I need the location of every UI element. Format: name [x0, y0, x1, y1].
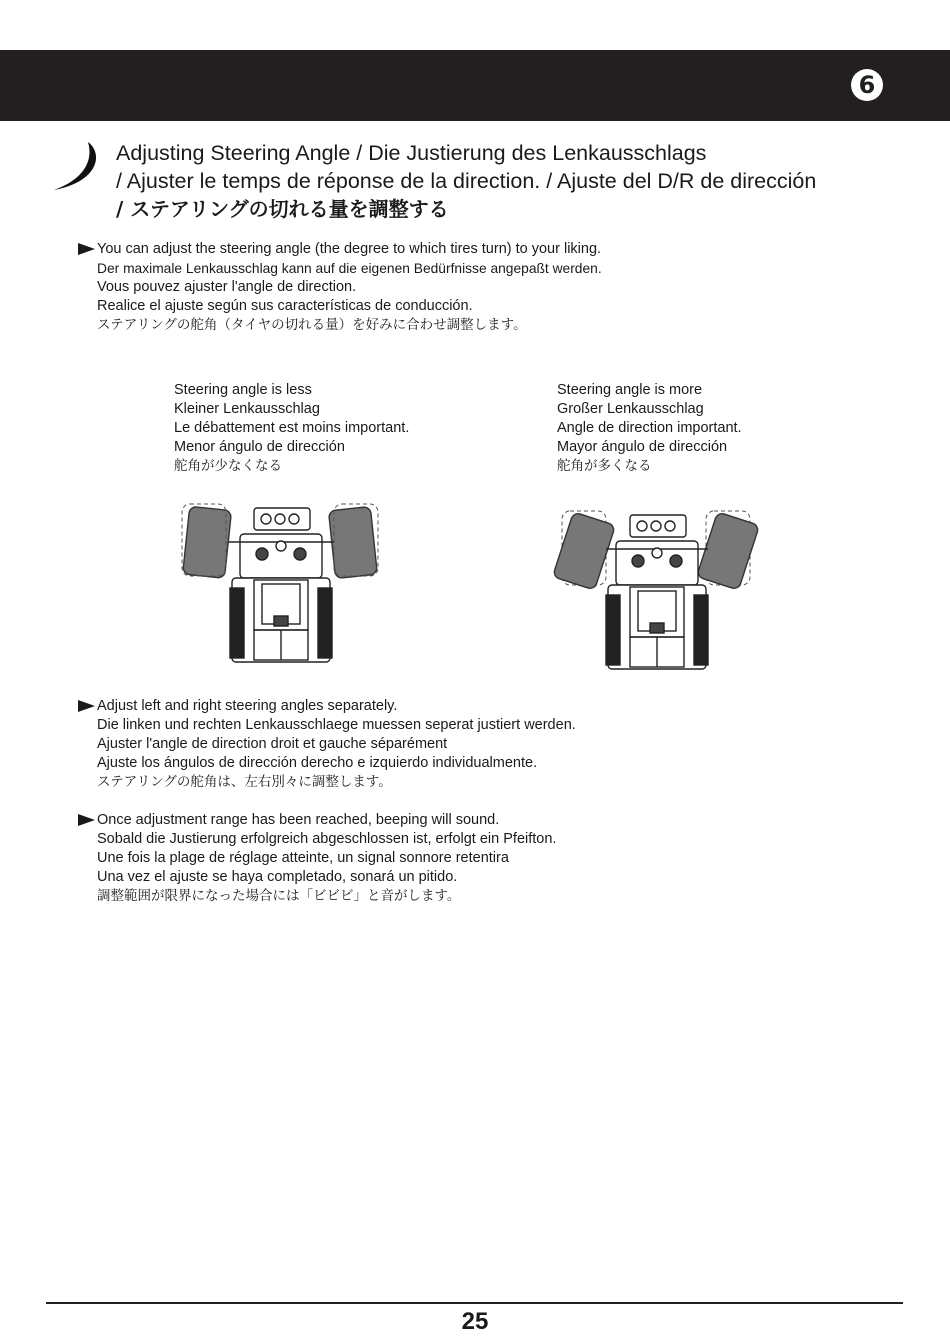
caption-line: Großer Lenkausschlag [557, 401, 704, 417]
instruction-line: Vous pouvez ajuster l'angle de direction. [97, 279, 357, 295]
step-number-badge: 6 [851, 69, 883, 101]
instruction-line: Once adjustment range has been reached, beeping will sound. [97, 812, 500, 828]
caption-line: Mayor ángulo de dirección [557, 439, 728, 455]
title-line-1: Adjusting Steering Angle / Die Justierung des Lenkausschlags [116, 141, 707, 165]
chassis-diagram-more-angle [546, 503, 768, 675]
bullet-arrow-icon [78, 814, 95, 826]
instruction-separate-adjust [78, 697, 838, 792]
title-line-3: / ステアリングの切れる量を調整する [116, 197, 449, 221]
header-bar [0, 50, 950, 121]
footer-rule [46, 1302, 903, 1304]
caption-less-angle [174, 381, 409, 476]
tire-left [183, 506, 232, 578]
instruction-line: Una vez el ajuste se haya completado, sonará un pitido. [97, 869, 458, 885]
instruction-line: 調整範囲が限界になった場合には「ビビビ」と音がします。 [97, 888, 461, 904]
title-line-2: / Ajuster le temps de réponse de la direction. / Ajuste del D/R de dirección [116, 169, 817, 193]
caption-line: Angle de direction important. [557, 420, 742, 436]
chassis-diagram-less-angle [170, 496, 392, 668]
page-number: 25 [461, 1308, 489, 1335]
caption-more-angle [557, 381, 742, 476]
section-title [116, 139, 916, 223]
instruction-line: ステアリングの舵角（タイヤの切れる量）を好みに合わせ調整します。 [97, 317, 527, 333]
instruction-line: Sobald die Justierung erfolgreich abgeschlossen ist, erfolgt ein Pfeifton. [97, 831, 557, 847]
instruction-line: ステアリングの舵角は、左右別々に調整します。 [97, 774, 392, 790]
bullet-arrow-icon [78, 243, 95, 255]
instruction-line: Der maximale Lenkausschlag kann auf die eigenen Bedürfnisse angepaßt werden. [97, 261, 602, 276]
instruction-steering-angle [78, 240, 838, 335]
caption-line: Menor ángulo de dirección [174, 439, 345, 455]
tire-right [328, 507, 377, 579]
caption-line: Kleiner Lenkausschlag [174, 401, 320, 417]
caption-line: Steering angle is more [557, 382, 703, 398]
instruction-line: Ajuster l'angle de direction droit et gauche séparément [97, 736, 448, 752]
crescent-moon-icon [52, 140, 106, 192]
instruction-line: Realice el ajuste según sus características de conducción. [97, 298, 473, 314]
instruction-line: Die linken und rechten Lenkausschlaege muessen seperat justiert werden. [97, 717, 576, 733]
instruction-line: You can adjust the steering angle (the degree to which tires turn) to your liking. [97, 241, 602, 257]
instruction-line: Ajuste los ángulos de dirección derecho e izquierdo individualmente. [97, 755, 538, 771]
instruction-line: Adjust left and right steering angles separately. [97, 698, 398, 714]
caption-line: 舵角が少なくなる [174, 458, 282, 474]
caption-line: Steering angle is less [174, 382, 312, 398]
bullet-arrow-icon [78, 700, 95, 712]
instruction-line: Une fois la plage de réglage atteinte, un signal sonnore retentira [97, 850, 509, 866]
caption-line: Le débattement est moins important. [174, 420, 410, 436]
instruction-beeping [78, 811, 838, 906]
caption-line: 舵角が多くなる [557, 458, 652, 474]
